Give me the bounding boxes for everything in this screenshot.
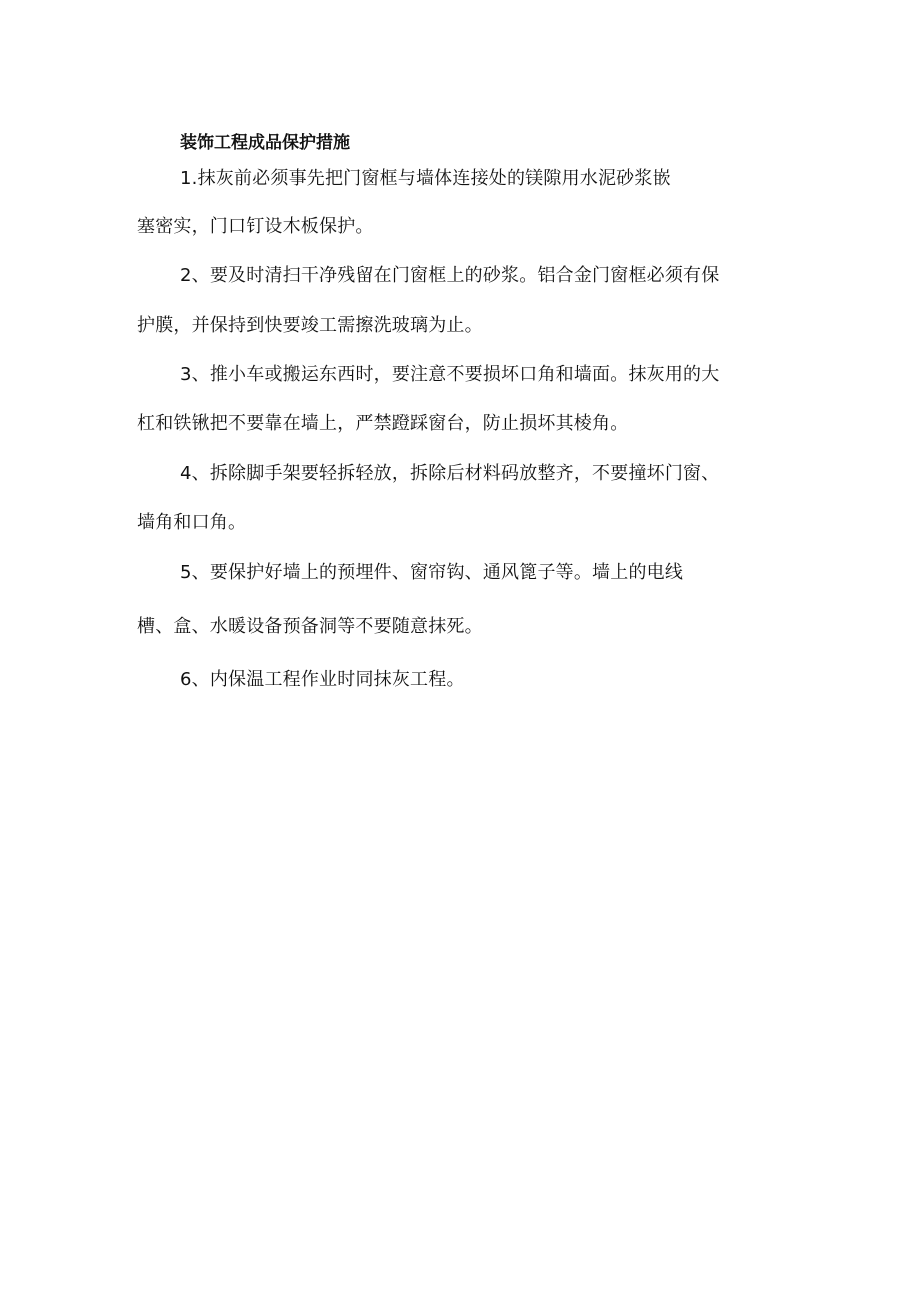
paragraph-4-line-1: 4、拆除脚手架要轻拆轻放，拆除后材料码放整齐，不要撞坏门窗、 [180, 463, 720, 484]
paragraph-3-line-2: 杠和铁锹把不要靠在墙上，严禁蹬踩窗台，防止损坏其棱角。 [137, 413, 629, 434]
paragraph-2-line-1: 2、要及时清扫干净残留在门窗框上的砂浆。铝合金门窗框必须有保 [180, 265, 720, 286]
paragraph-2-line-2: 护膜，并保持到快要竣工需擦洗玻璃为止。 [137, 315, 483, 336]
document-title: 装饰工程成品保护措施 [180, 133, 350, 153]
paragraph-1-line-2: 塞密实，门口钉设木板保护。 [137, 216, 374, 237]
paragraph-4-line-2: 墙角和口角。 [137, 512, 247, 533]
paragraph-5-line-1: 5、要保护好墙上的预埋件、窗帘钩、通风篦子等。墙上的电线 [180, 562, 684, 583]
paragraph-6-line-1: 6、内保温工程作业时同抹灰工程。 [180, 669, 465, 690]
paragraph-5-line-2: 槽、盒、水暖设备预备洞等不要随意抹死。 [137, 616, 483, 637]
paragraph-3-line-1: 3、推小车或搬运东西时，要注意不要损坏口角和墙面。抹灰用的大 [180, 364, 720, 385]
paragraph-1-line-1: 1.抹灰前必须事先把门窗框与墙体连接处的镁隙用水泥砂浆嵌 [180, 168, 671, 189]
